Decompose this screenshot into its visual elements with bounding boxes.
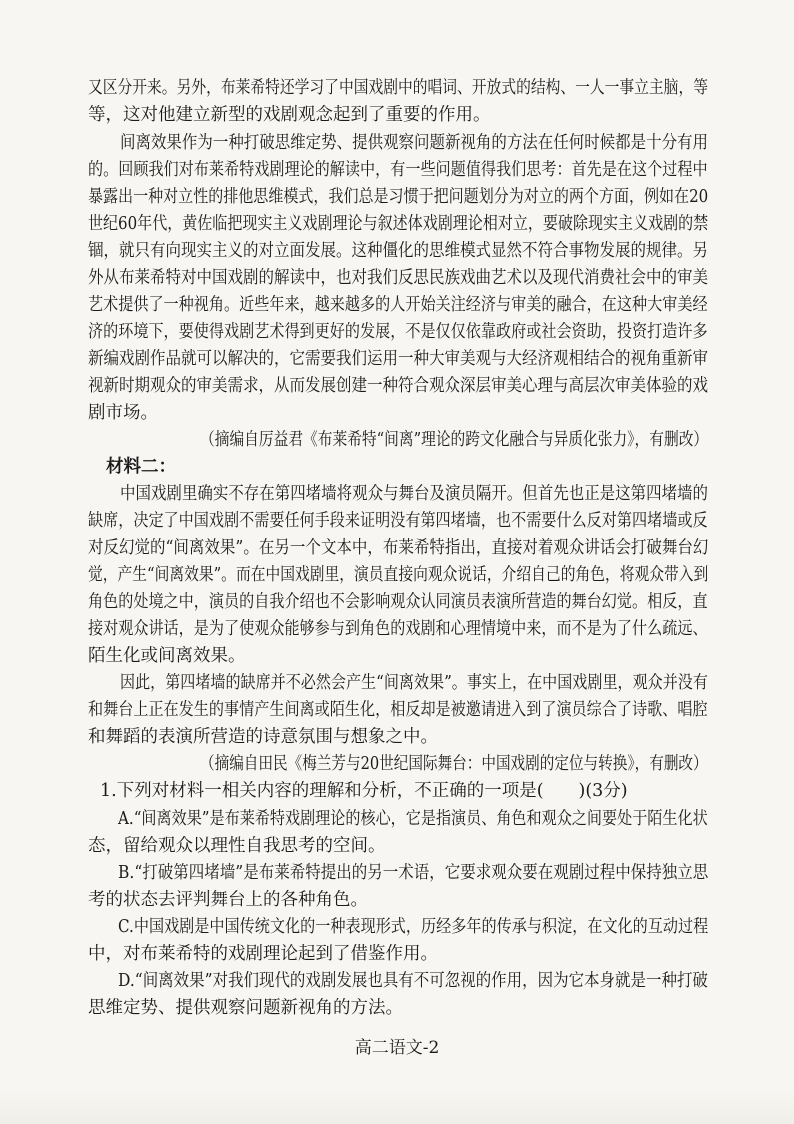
paragraph-start: 因此，第四堵墙的缺席并不必然会产生“间离效果”。事实上，在中国戏剧里，观众并没有	[120, 673, 708, 693]
paragraph-start: 间离效果作为一种打破思维定势、提供观察问题新视角的方法在任何时候都是十分有用	[120, 133, 708, 153]
text-line: 济的环境下，要使得戏剧艺术得到更好的发展，不是仅仅依靠政府或社会资助，投资打造许多	[88, 322, 708, 342]
source-citation: （摘编自厉益君《布莱希特“间离”理论的跨文化融合与异质化张力》，有删改）	[200, 430, 709, 450]
paragraph-start: 中国戏剧里确实不存在第四堵墙将观众与舞台及演员隔开。但首先也正是这第四堵墙的	[120, 484, 708, 504]
page-footer: 高二语文-2	[354, 1038, 440, 1058]
text-line: 陌生化或间离效果。	[88, 646, 246, 666]
material-label: 材料二：	[106, 457, 176, 477]
question-stem: 1.下列对材料一相关内容的理解和分析，不正确的一项是( )(3分)	[100, 781, 628, 801]
text-line: 外从布莱希特对中国戏剧的解读中，也对我们反思民族戏曲艺术以及现代消费社会中的审美	[88, 268, 708, 288]
option-b-cont: 考的状态去评判舞台上的各种角色。	[88, 890, 368, 910]
text-line: 和舞蹈的表演所营造的诗意氛围与想象之中。	[88, 727, 438, 747]
text-line: 又区分开来。另外，布莱希特还学习了中国戏剧中的唱词、开放式的结构、一人一事立主脑，等	[88, 78, 708, 98]
text-line: 新编戏剧作品就可以解决的，它需要我们运用一种大审美观与大经济观相结合的视角重新审	[88, 349, 708, 369]
option-d: D.“间离效果”对我们现代的戏剧发展也具有不可忽视的作用，因为它本身就是一种打破	[118, 971, 708, 991]
option-d-cont: 思维定势、提供观察问题新视角的方法。	[88, 998, 403, 1018]
text-line: 觉，产生“间离效果”。而在中国戏剧里，演员直接向观众说话，介绍自己的角色，将观众带入到	[88, 565, 709, 585]
scan-edge	[0, 1090, 794, 1124]
text-line: 等，这对他建立新型的戏剧观念起到了重要的作用。	[88, 105, 491, 125]
text-line: 缺席，决定了中国戏剧不需要任何手段来证明没有第四堵墙，也不需要什么反对第四堵墙或反	[88, 511, 708, 531]
option-c-cont: 中，对布莱希特的戏剧理论起到了借鉴作用。	[88, 944, 438, 964]
text-line: 接对观众讲话，是为了使观众能够参与到角色的戏剧和心理情境中来，而不是为了什么疏远、	[88, 619, 708, 639]
text-line: 对反幻觉的“间离效果”。在另一个文本中，布莱希特指出，直接对着观众讲话会打破舞台幻	[88, 538, 709, 558]
text-line: 角色的处境之中，演员的自我介绍也不会影响观众认同演员表演所营造的舞台幻觉。相反，直	[88, 592, 708, 612]
option-a: A.“间离效果”是布莱希特戏剧理论的核心，它是指演员、角色和观众之间要处于陌生化状	[118, 809, 708, 829]
source-citation: （摘编自田民《梅兰芳与20世纪国际舞台：中国戏剧的定位与转换》，有删改）	[200, 754, 708, 774]
text-line: 锢，就只有向现实主义的对立面发展。这种僵化的思维模式显然不符合事物发展的规律。另	[88, 241, 708, 261]
text-line: 和舞台上正在发生的事情产生间离或陌生化，相反却是被邀请进入到了演员综合了诗歌、唱腔	[88, 700, 708, 720]
text-line: 剧市场。	[88, 403, 158, 423]
text-line: 的。回顾我们对布莱希特戏剧理论的解读中，有一些问题值得我们思考：首先是在这个过程中	[88, 160, 708, 180]
text-line: 艺术提供了一种视角。近些年来，越来越多的人开始关注经济与审美的融合，在这种大审美经	[88, 295, 708, 315]
text-line: 世纪60年代，黄佐临把现实主义戏剧理论与叙述体戏剧理论相对立，要破除现实主义戏剧的禁	[88, 214, 709, 234]
text-line: 暴露出一种对立性的排他思维模式，我们总是习惯于把问题划分为对立的两个方面，例如在20	[88, 187, 709, 207]
option-c: C.中国戏剧是中国传统文化的一种表现形式，历经多年的传承与积淀，在文化的互动过程	[118, 917, 709, 937]
option-a-cont: 态，留给观众以理性自我思考的空间。	[88, 836, 386, 856]
text-line: 视新时期观众的审美需求，从而发展创建一种符合观众深层审美心理与高层次审美体验的戏	[88, 376, 708, 396]
option-b: B.“打破第四堵墙”是布莱希特提出的另一术语，它要求观众要在观剧过程中保持独立思	[118, 863, 709, 883]
